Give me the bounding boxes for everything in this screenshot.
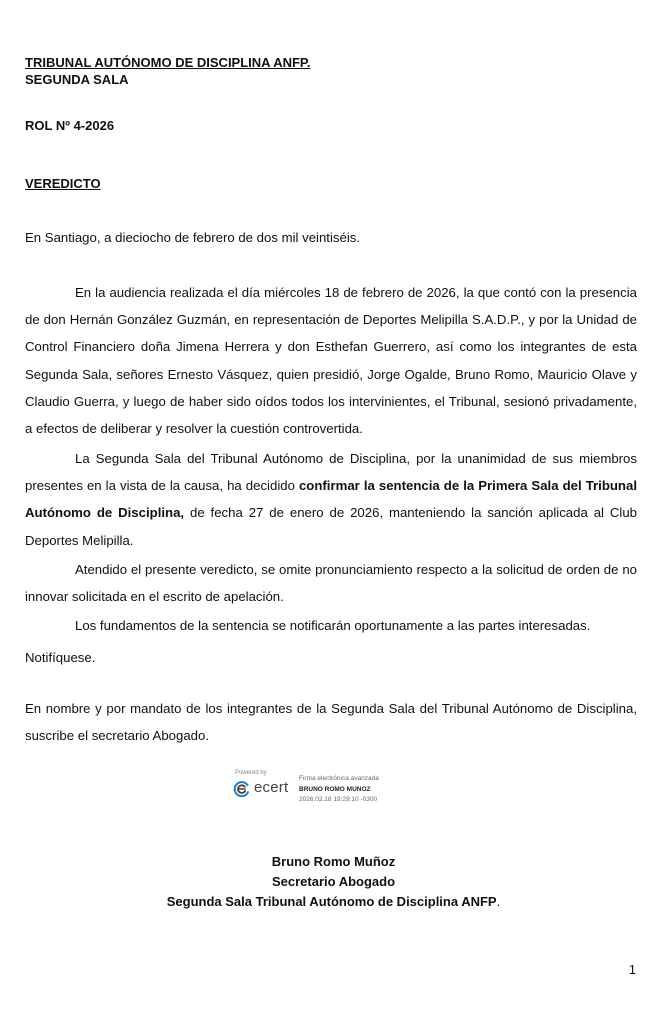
decision-bold-text: confirmar la sentencia de la Primera Sala del Tribunal Autónomo de Disciplina,	[25, 478, 637, 521]
signature-timestamp: 2026.02.18 19:29:10 -0300	[299, 796, 378, 803]
signature-type-label: Firma electrónica avanzada	[299, 775, 379, 782]
signature-details	[299, 774, 379, 806]
signer-name: BRUNO ROMO MUNOZ	[299, 785, 371, 793]
sala-heading: SEGUNDA SALA	[25, 72, 129, 87]
signatory-title: Secretario Abogado	[271, 874, 396, 889]
page-number: 1	[628, 962, 636, 977]
decision-text-end: de fecha 27 de enero de 2026, manteniendo la sanción aplicada al Club Deportes Melipilla.	[25, 505, 637, 548]
signatory-suffix: .	[496, 894, 501, 909]
ecert-logo-icon	[233, 780, 251, 798]
place-date: En Santiago, a dieciocho de febrero de dos mil veintiséis.	[25, 230, 361, 245]
tribunal-heading: TRIBUNAL AUTÓNOMO DE DISCIPLINA ANFP.	[25, 55, 311, 70]
signatory-block	[0, 852, 667, 912]
powered-by-label: Powered by	[235, 770, 267, 776]
signatory-body: Segunda Sala Tribunal Autónomo de Disciplina ANFP	[166, 894, 497, 909]
paragraph-closing: En nombre y por mandato de los integrantes de la Segunda Sala del Tribunal Autónomo de Disciplina, suscribe el secretario Abogado.	[25, 701, 637, 744]
notify-line: Notifíquese.	[25, 650, 96, 665]
paragraph-no-innovar: Atendido el presente veredicto, se omite pronunciamiento respecto a la solicitud de orden de no innovar solicitada en el escrito de apelación.	[25, 562, 637, 605]
ecert-brand: ecert	[254, 779, 289, 796]
signatory-name: Bruno Romo Muñoz	[271, 854, 396, 869]
electronic-signature-stamp	[233, 770, 403, 810]
veredicto-title: VEREDICTO	[25, 176, 101, 191]
rol-number: ROL Nº 4-2026	[25, 118, 115, 133]
paragraph-fundamentos: Los fundamentos de la sentencia se notificarán oportunamente a las partes interesadas.	[75, 618, 591, 633]
signatory-body-line	[0, 892, 667, 912]
decision-text-start: La Segunda Sala del Tribunal Autónomo de Disciplina, por la unanimidad de sus miembros presentes en la vista de la causa, ha decidido	[25, 451, 637, 494]
paragraph-decision	[25, 445, 637, 554]
paragraph-hearing: En la audiencia realizada el día miércoles 18 de febrero de 2026, la que contó con la presencia de don Hernán González Guzmán, en representación de Deportes Melipilla S.A.D.P., y por la Unidad de Control Financiero doña Jimena Herrera y don Esthefan Guerrero, así como los integrantes de esta Segunda Sala, señores Ernesto Vásquez, quien presidió, Jorge Ogalde, Bruno Romo, Mauricio Olave y Claudio Guerra, y luego de haber sido oídos todos los intervinientes, el Tribunal, sesionó privadamente, a efectos de deliberar y resolver la cuestión controvertida.	[25, 285, 637, 437]
